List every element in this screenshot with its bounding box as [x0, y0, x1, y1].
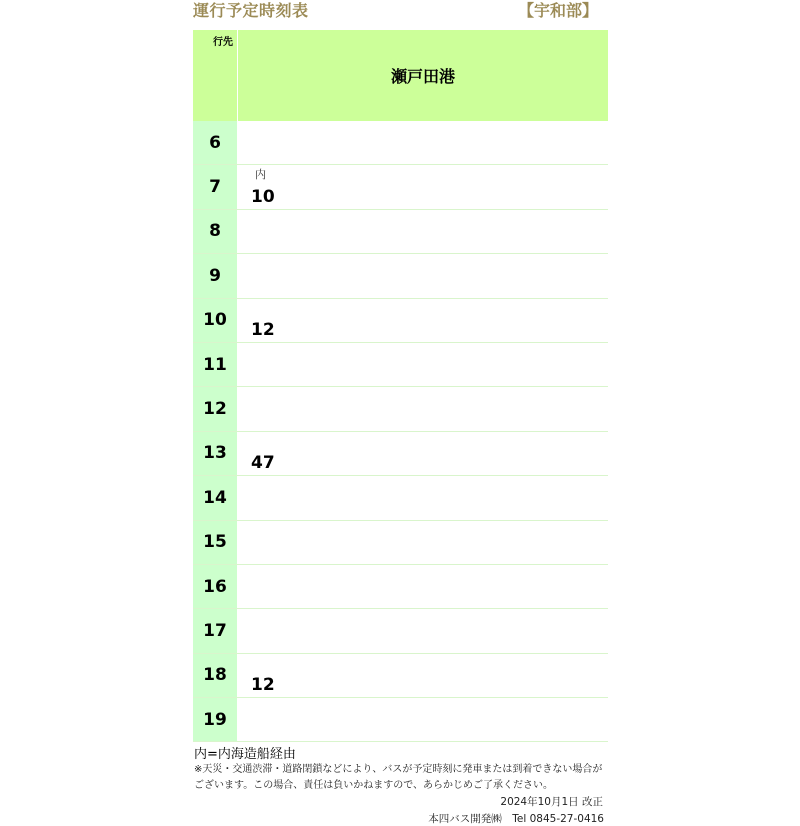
table-row [193, 521, 608, 565]
company-contact: 本四バス開発㈱ Tel 0845-27-0416 [428, 813, 604, 825]
minutes-cell [238, 654, 608, 697]
table-row [193, 432, 608, 476]
table-row [193, 299, 608, 343]
departure-minute: 12 [251, 675, 275, 696]
table-row [193, 565, 608, 609]
destination-name: 瀬戸田港 [390, 67, 455, 86]
table-row [193, 343, 608, 387]
minutes-cell [238, 210, 608, 253]
table-row [193, 387, 608, 431]
hour-cell: 14 [193, 476, 237, 519]
hour-cell: 8 [193, 210, 237, 253]
disclaimer-notice: ※天災・交通渋滞・道路閉鎖などにより、バスが予定時刻に発車または到着できない場合がございます。この場合、責任は負いかねますので、あらかじめご了承ください。 [194, 764, 603, 791]
table-row [193, 698, 608, 742]
minutes-cell [238, 165, 608, 208]
legend-note: 内=内海造船経由 [194, 747, 296, 762]
table-row [193, 654, 608, 698]
minutes-cell [238, 299, 608, 342]
minutes-cell [238, 565, 608, 608]
minutes-cell [238, 121, 608, 164]
hour-cell: 11 [193, 343, 237, 386]
hour-cell: 10 [193, 299, 237, 342]
table-row [193, 210, 608, 254]
table-row [193, 254, 608, 298]
page-title: 運行予定時刻表 [193, 1, 309, 20]
timetable-rows [193, 121, 608, 742]
hour-cell: 6 [193, 121, 237, 164]
destination-label: 行先 [213, 37, 233, 48]
stop-name: 【宇和部】 [518, 1, 599, 20]
minutes-cell [238, 521, 608, 564]
departure-minute: 47 [251, 453, 275, 474]
route-mark: 内 [255, 168, 266, 182]
hour-cell: 17 [193, 609, 237, 652]
hour-cell: 18 [193, 654, 237, 697]
hour-cell: 16 [193, 565, 237, 608]
timetable-header [193, 30, 608, 121]
timetable [193, 30, 608, 742]
minutes-cell [238, 476, 608, 519]
hour-cell: 9 [193, 254, 237, 297]
minutes-cell [238, 432, 608, 475]
departure-minute: 10 [251, 186, 275, 207]
hour-cell: 15 [193, 521, 237, 564]
hour-cell: 19 [193, 698, 237, 741]
hour-cell: 13 [193, 432, 237, 475]
hour-cell: 12 [193, 387, 237, 430]
revision-date: 2024年10月1日 改正 [500, 796, 603, 808]
table-row [193, 476, 608, 520]
minutes-cell [238, 387, 608, 430]
departure-minute: 12 [251, 319, 275, 340]
table-row [193, 165, 608, 209]
minutes-cell [238, 343, 608, 386]
table-row [193, 609, 608, 653]
minutes-cell [238, 698, 608, 741]
table-row [193, 121, 608, 165]
hour-cell: 7 [193, 165, 237, 208]
minutes-cell [238, 609, 608, 652]
minutes-cell [238, 254, 608, 297]
